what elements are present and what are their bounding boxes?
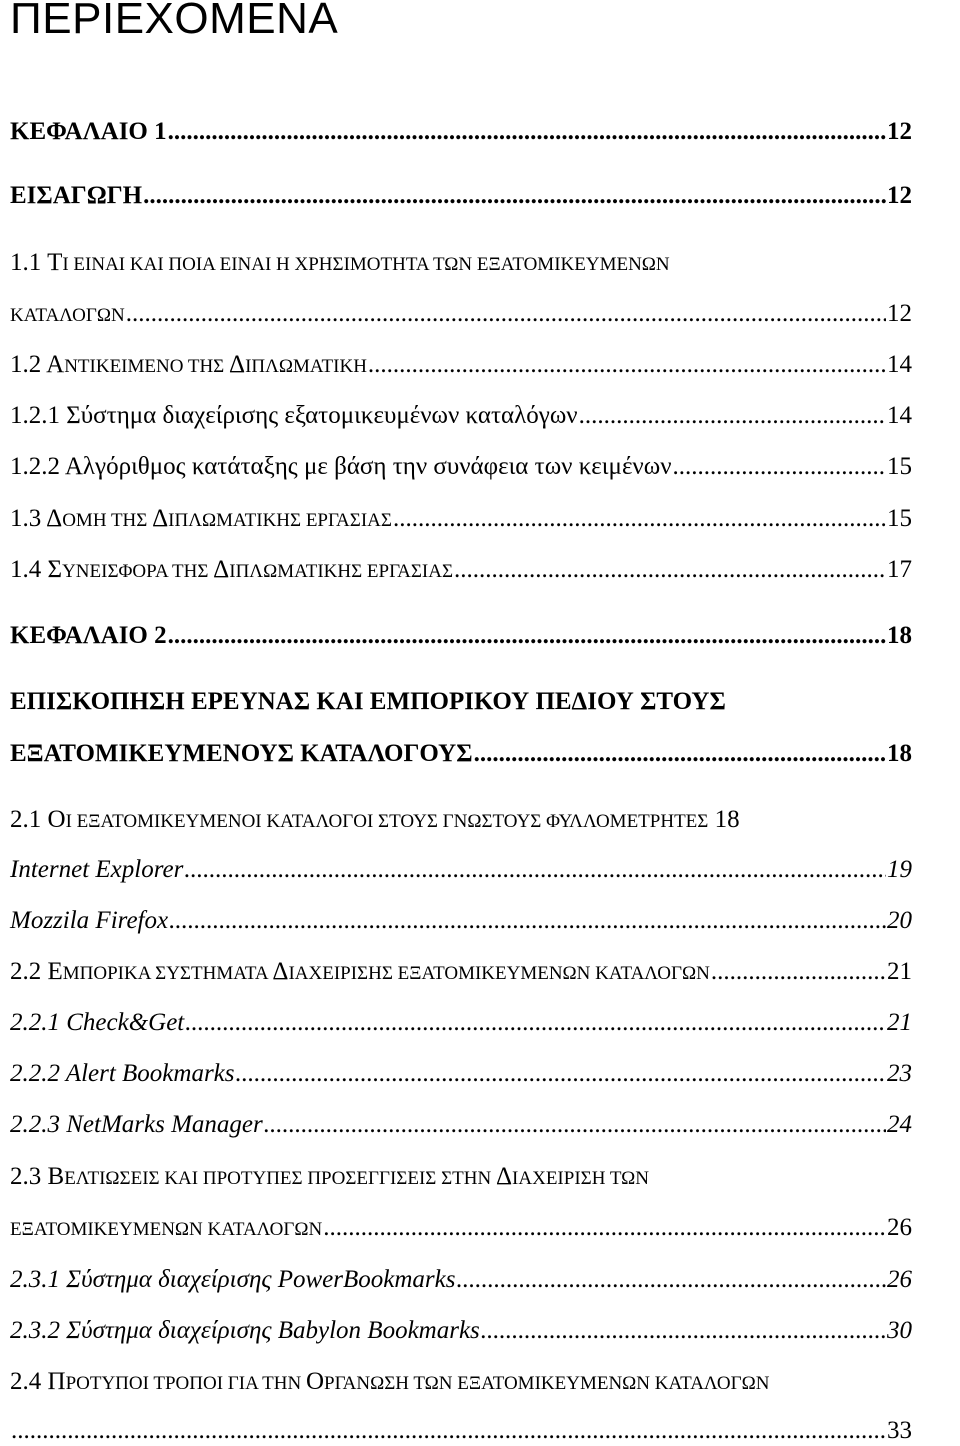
- dot-leader: [481, 1316, 886, 1346]
- dot-leader: [454, 555, 886, 585]
- dot-leader: [11, 1416, 886, 1446]
- small-caps-rest: ΝΤΙΚΕΙΜΕΝΟ ΤΗΣ: [64, 356, 229, 377]
- section-number: 2.3: [10, 1163, 48, 1190]
- toc-entry-page: 15: [887, 505, 912, 532]
- toc-entry-2-3-1[interactable]: [10, 1265, 912, 1295]
- toc-entry-2-2-3[interactable]: [10, 1110, 912, 1140]
- section-number: 2.2: [10, 958, 48, 985]
- dot-leader: [184, 855, 886, 885]
- dot-leader: [169, 906, 886, 936]
- toc-entry-page: 14: [887, 351, 912, 378]
- toc-entry-title: ΕΞΑΤΟΜΙΚΕΥΜΕΝΟΥΣ ΚΑΤΑΛΟΓΟΥΣ: [10, 740, 473, 767]
- toc-entry-title: ΚΑΤΑΛΟΓΩΝ: [10, 305, 125, 326]
- small-caps-rest: Ι ΕΞΑΤΟΜΙΚΕΥΜΕΝΟΙ ΚΑΤΑΛΟΓΟΙ ΣΤΟΥΣ ΓΝΩΣΤΟΥΣ ΦΥΛΛΟΜΕΤΡΗΤΕΣ: [65, 811, 709, 832]
- small-caps-initial: Ε: [47, 958, 63, 985]
- small-caps-rest: ΟΜΗ ΤΗΣ: [62, 510, 153, 531]
- small-caps-rest: ΜΠΟΡΙΚΑ ΣΥΣΤΗΜΑΤΑ: [62, 963, 273, 984]
- toc-entry-introduction[interactable]: [10, 181, 912, 211]
- toc-entry-page: 26: [887, 1266, 912, 1293]
- toc-entry-1-3[interactable]: [10, 504, 912, 536]
- toc-entry-page: 21: [887, 958, 912, 985]
- toc-entry-1-1-line-2[interactable]: [10, 299, 912, 331]
- toc-entry-page: 24: [887, 1111, 912, 1138]
- dot-leader: [579, 401, 886, 431]
- toc-entry-title: 2.3.2 Σύστημα διαχείρισης Babylon Bookmarks: [10, 1317, 480, 1344]
- toc-entry-title: ΚΕΦΑΛΑΙΟ 1: [10, 118, 167, 145]
- small-caps-initial: Ο: [47, 806, 66, 833]
- toc-entry-2-1[interactable]: [10, 805, 912, 837]
- toc-entry-page: 23: [887, 1060, 912, 1087]
- dot-leader: [323, 1213, 886, 1243]
- toc-entry-chapter-1[interactable]: [10, 117, 912, 147]
- dot-leader: [456, 1265, 886, 1295]
- toc-entry-title: 2.2.3 NetMarks Manager: [10, 1111, 263, 1138]
- section-number: 2.4: [10, 1368, 48, 1395]
- toc-entry-page: 18: [714, 806, 740, 833]
- toc-entry-title: 2.2.2 Alert Bookmarks: [10, 1060, 235, 1087]
- toc-entry-review-line-2[interactable]: [10, 739, 912, 769]
- small-caps-rest: ΡΓΑΝΩΣΗ ΤΩΝ ΕΞΑΤΟΜΙΚΕΥΜΕΝΩΝ ΚΑΤΑΛΟΓΩΝ: [324, 1373, 770, 1394]
- small-caps-initial: Α: [46, 351, 65, 378]
- toc-entry-title: 1.2.2 Αλγόριθμος κατάταξης με βάση την συνάφεια των κειμένων: [10, 453, 672, 480]
- toc-entry-1-2[interactable]: [10, 350, 912, 382]
- toc-entry-2-4-line-1[interactable]: [10, 1367, 769, 1399]
- small-caps-initial: Β: [47, 1163, 65, 1190]
- toc-entry-2-3-line-2[interactable]: [10, 1213, 912, 1245]
- section-number: 1.4: [10, 556, 48, 583]
- toc-entry-1-2-1[interactable]: [10, 401, 912, 431]
- toc-entry-2-4-line-2[interactable]: [10, 1416, 912, 1446]
- small-caps-rest: ΙΠΛΩΜΑΤΙΚΗ: [245, 356, 367, 377]
- toc-entry-page: 19: [887, 856, 912, 883]
- toc-entry-page: 20: [887, 907, 912, 934]
- dot-leader: [368, 350, 886, 380]
- small-caps-initial: Δ: [46, 505, 63, 532]
- section-number: 1.3: [10, 505, 47, 532]
- toc-entry-title: ΕΙΣΑΓΩΓΗ: [10, 182, 143, 209]
- toc-entry-page: 12: [887, 118, 912, 145]
- small-caps-rest: ΕΛΤΙΩΣΕΙΣ ΚΑΙ ΠΡΟΤΥΠΕΣ ΠΡΟΣΕΓΓΙΣΕΙΣ ΣΤΗΝ: [64, 1168, 496, 1189]
- dot-leader: [711, 957, 886, 987]
- toc-entry-page: 12: [887, 182, 912, 209]
- toc-entry-2-2-2[interactable]: [10, 1059, 912, 1089]
- dot-leader: [673, 452, 887, 482]
- dot-leader: [236, 1059, 886, 1089]
- toc-entry-2-2-1[interactable]: [10, 1008, 912, 1038]
- toc-entry-page: 12: [887, 300, 912, 327]
- small-caps-initial: Δ: [272, 958, 289, 985]
- small-caps-initial: Ο: [305, 1368, 325, 1395]
- toc-entry-review-line-1[interactable]: ΕΠΙΣΚΟΠΗΣΗ ΕΡΕΥΝΑΣ ΚΑΙ ΕΜΠΟΡΙΚΟΥ ΠΕΔΙΟΥ ΣΤΟΥΣ: [10, 688, 726, 715]
- toc-entry-2-3-2[interactable]: [10, 1316, 912, 1346]
- small-caps-rest: ΥΝΕΙΣΦΟΡΑ ΤΗΣ: [62, 561, 214, 582]
- section-number: 1.1: [10, 249, 48, 276]
- dot-leader: [185, 1008, 886, 1038]
- toc-entry-title: Internet Explorer: [10, 856, 184, 883]
- section-number: 2.1: [10, 806, 48, 833]
- dot-leader: [474, 739, 886, 769]
- dot-leader: [393, 504, 886, 534]
- small-caps-rest: ΡΟΤΥΠΟΙ ΤΡΟΠΟΙ ΓΙΑ ΤΗΝ: [65, 1373, 306, 1394]
- dot-leader: [126, 299, 886, 329]
- toc-entry-1-1-line-1[interactable]: [10, 248, 670, 280]
- toc-entry-1-4[interactable]: [10, 555, 912, 587]
- toc-entry-2-3-line-1[interactable]: [10, 1162, 649, 1194]
- toc-entry-internet-explorer[interactable]: [10, 855, 912, 885]
- toc-entry-mozzila-firefox[interactable]: [10, 906, 912, 936]
- toc-entry-1-2-2[interactable]: [10, 452, 912, 482]
- small-caps-rest: ΙΠΛΩΜΑΤΙΚΗΣ ΕΡΓΑΣΙΑΣ: [229, 561, 454, 582]
- toc-entry-page: 18: [887, 740, 912, 767]
- small-caps-rest: Ι ΕΙΝΑΙ ΚΑΙ ΠΟΙΑ ΕΙΝΑΙ Η ΧΡΗΣΙΜΟΤΗΤΑ ΤΩΝ ΕΞΑΤΟΜΙΚΕΥΜΕΝΩΝ: [62, 254, 670, 275]
- toc-entry-page: 21: [887, 1009, 912, 1036]
- toc-entry-title: 2.2.1 Check&Get: [10, 1009, 185, 1036]
- toc-entry-page: 18: [887, 622, 912, 649]
- small-caps-rest: ΙΑΧΕΙΡΙΣΗΣ ΕΞΑΤΟΜΙΚΕΥΜΕΝΩΝ ΚΑΤΑΛΟΓΩΝ: [288, 963, 710, 984]
- toc-entry-page: 15: [887, 453, 912, 480]
- toc-entry-title: ΕΞΑΤΟΜΙΚΕΥΜΕΝΩΝ ΚΑΤΑΛΟΓΩΝ: [10, 1219, 323, 1240]
- dot-leader: [168, 117, 886, 147]
- toc-entry-title: Mozzila Firefox: [10, 907, 169, 934]
- small-caps-initial: Δ: [213, 556, 230, 583]
- small-caps-initial: Π: [47, 1368, 66, 1395]
- small-caps-initial: Δ: [495, 1163, 513, 1190]
- toc-entry-page: 17: [887, 556, 912, 583]
- dot-leader: [168, 621, 886, 651]
- toc-entry-title: ΚΕΦΑΛΑΙΟ 2: [10, 622, 167, 649]
- dot-leader: [264, 1110, 886, 1140]
- toc-entry-chapter-2[interactable]: [10, 621, 912, 651]
- toc-entry-page: 26: [887, 1214, 912, 1241]
- small-caps-initial: Σ: [47, 556, 63, 583]
- page-title: ΠΕΡΙΕΧΟΜΕΝΑ: [10, 0, 339, 43]
- toc-entry-2-2[interactable]: [10, 957, 912, 989]
- small-caps-rest: ΙΠΛΩΜΑΤΙΚΗΣ ΕΡΓΑΣΙΑΣ: [168, 510, 392, 531]
- section-number: 1.2: [10, 351, 47, 378]
- toc-entry-title: 2.3.1 Σύστημα διαχείρισης PowerBookmarks: [10, 1266, 456, 1293]
- toc-entry-page: 33: [887, 1417, 912, 1444]
- dot-leader: [143, 181, 886, 211]
- small-caps-initial: Τ: [47, 249, 63, 276]
- small-caps-initial: Δ: [152, 505, 169, 532]
- small-caps-initial: Δ: [228, 351, 246, 378]
- toc-entry-title: 1.2.1 Σύστημα διαχείρισης εξατομικευμένων καταλόγων: [10, 402, 578, 429]
- small-caps-rest: ΙΑΧΕΙΡΙΣΗ ΤΩΝ: [512, 1168, 649, 1189]
- toc-entry-page: 14: [887, 402, 912, 429]
- toc-entry-page: 30: [887, 1317, 912, 1344]
